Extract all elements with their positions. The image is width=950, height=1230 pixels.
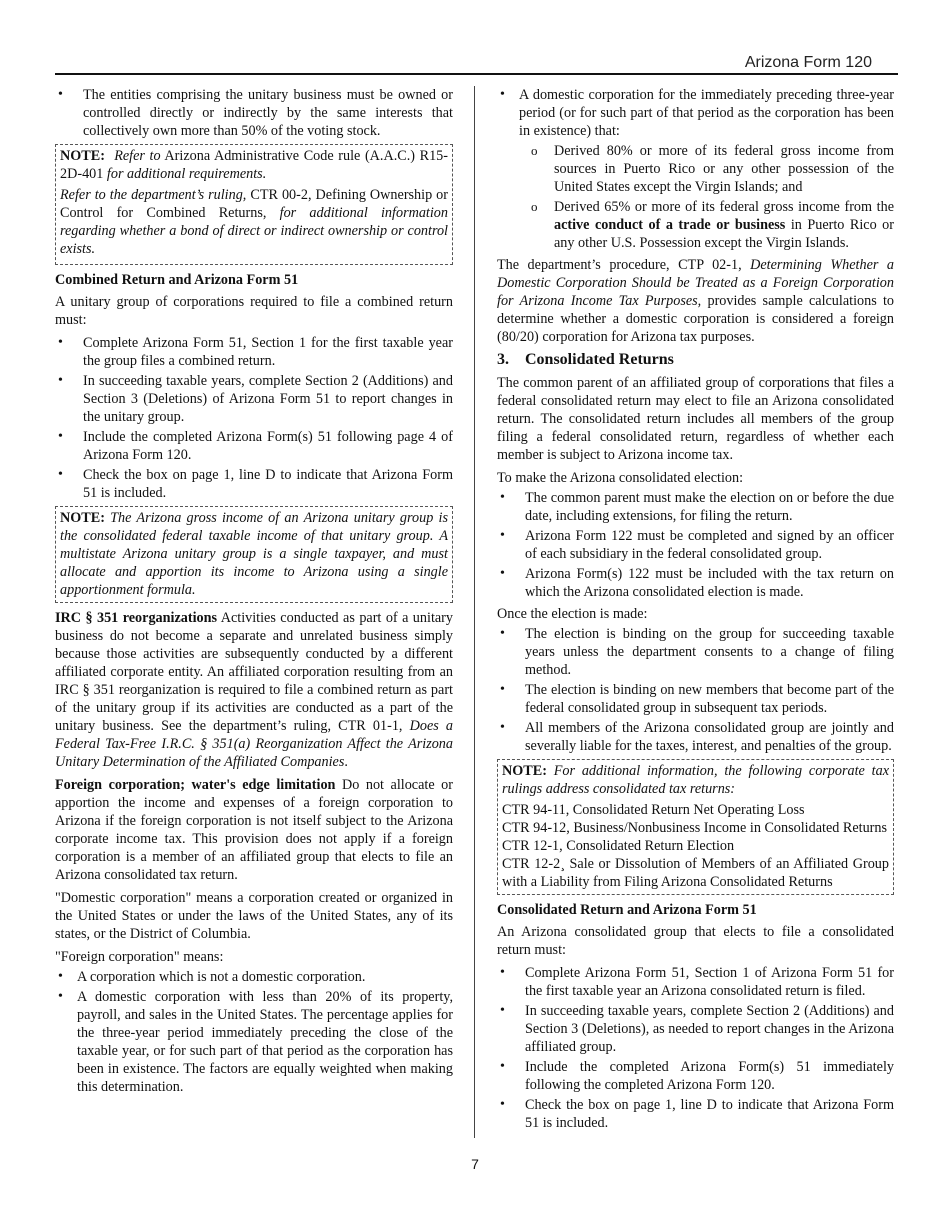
sub-list-item: o Derived 80% or more of its federal gross income from sources in Puerto Rico or any other possession of the United States except the Virgin Islands; and <box>519 142 894 196</box>
note-text: Arizona Administrative Code rule (A.A.C.) R15-2D-401 <box>60 148 448 182</box>
list-item: • Include the completed Arizona Form(s) 51 immediately following the completed Arizona Form 120. <box>497 1058 894 1094</box>
list-item-text: A domestic corporation for the immediately preceding three-year period (or for such part of that period as the corporation has been in existence) that: <box>519 87 894 139</box>
combined-list <box>55 334 453 502</box>
paragraph-irc-351 <box>55 609 453 771</box>
note-paragraph <box>502 762 889 798</box>
list-item-text: in Puerto Rico or any other U.S. Possession except the Virgin Islands. <box>554 217 895 251</box>
note-paragraph <box>60 147 448 183</box>
paragraph-text: Activities conducted as part of a unitary business do not become a separate and unrelated business simply because those activities are subsequently conducted by a different affiliated corporate entity. An affiliated corporation resulting from an IRC § 351 reorganization is required to file a combined return as part of the unitary group if its activities are conducted as a part of the unitary business. See the department’s ruling, CTR 01-1, <box>55 610 453 734</box>
paragraph: A unitary group of corporations required to file a combined return must: <box>55 294 453 328</box>
ruling-item: CTR 12-1, Consolidated Return Election <box>502 838 735 854</box>
election-list <box>497 489 894 601</box>
list-item: • The election is binding on the group for succeeding taxable years unless the department consents to a change of filing method. <box>497 625 894 679</box>
paragraph: The common parent of an affiliated group of corporations that files a federal consolidated return may elect to file an Arizona consolidated return. The consolidated return includes all members of the group filing a federal consolidated return, regardless of whether each member is subject to Arizona income tax. <box>497 375 894 463</box>
note-box-rulings <box>497 759 894 895</box>
note-text: Refer to <box>114 148 161 164</box>
ruling-item: CTR 94-12, Business/Nonbusiness Income in Consolidated Returns <box>502 820 888 836</box>
procedure-title: Determining Whether a Domestic Corporation Should be Treated as a Foreign Corporation for Arizona Income Tax Purposes, <box>497 257 895 309</box>
form-title: Arizona Form 120 <box>744 54 872 71</box>
note-label: NOTE: <box>60 148 105 164</box>
paragraph: Once the election is made: <box>497 606 648 622</box>
paragraph: To make the Arizona consolidated election: <box>497 470 744 486</box>
list-item: • Check the box on page 1, line D to indicate that Arizona Form 51 is included. <box>497 1096 894 1132</box>
note-text: for additional requirements. <box>106 166 267 182</box>
list-item: • All members of the Arizona consolidated group are jointly and severally liable for the taxes, interest, and penalties of the group. <box>497 719 894 755</box>
paragraph-text: Do not allocate or apportion the income and expenses of a foreign corporation to Arizona if the foreign corporation is not itself subject to the Arizona corporate income tax. This provision does not apply if a foreign corporation is a member of an affiliated group that elects to file an Arizona consolidated tax return. <box>55 777 453 883</box>
list-item: • In succeeding taxable years, complete Section 2 (Additions) and Section 3 (Deletions), as needed to report changes in the Arizona affiliated group. <box>497 1002 894 1056</box>
list-item: • The entities comprising the unitary business must be owned or controlled directly or indirectly by the same interests that collectively own more than 50% of the voting stock. <box>55 86 453 140</box>
section-number: 3. <box>497 351 509 368</box>
ruling-title: Does a Federal Tax-Free I.R.C. § 351(a) Reorganization Affect the Arizona Unitary Determination of the Affiliated Companies <box>55 718 453 770</box>
list-item: • Complete Arizona Form 51, Section 1 for the first taxable year the group files a combined return. <box>55 334 453 370</box>
note-text: CTR 00-2, Defining Ownership or Control for Combined Returns, <box>60 187 449 221</box>
paragraph-foreign-corporation <box>55 776 453 884</box>
note-paragraph <box>60 186 448 258</box>
note-label: NOTE: <box>60 510 105 526</box>
sub-list <box>519 142 894 252</box>
once-elected-list <box>497 625 894 755</box>
list-item: • A corporation which is not a domestic corporation. <box>55 968 453 986</box>
domestic-bullet-list <box>497 86 894 252</box>
consolidated-form51-list <box>497 964 894 1132</box>
run-in-heading: IRC § 351 reorganizations <box>55 610 218 626</box>
right-column <box>497 86 894 1136</box>
paragraph-procedure <box>497 256 894 346</box>
paragraph: An Arizona consolidated group that elects to file a consolidated return must: <box>497 924 894 958</box>
section-heading-consolidated <box>497 351 894 369</box>
emphasis: active conduct of a trade or business <box>554 217 786 233</box>
section-heading-combined: Combined Return and Arizona Form 51 <box>55 272 299 288</box>
list-item: • Check the box on page 1, line D to indicate that Arizona Form 51 is included. <box>55 466 453 502</box>
paragraph-text: . <box>344 754 348 770</box>
note-text: Refer to the department’s ruling, <box>60 187 247 203</box>
section-heading-consolidated-form51: Consolidated Return and Arizona Form 51 <box>497 902 757 918</box>
list-item: • Complete Arizona Form 51, Section 1 of Arizona Form 51 for the first taxable year an Arizona consolidated return is filed. <box>497 964 894 1000</box>
run-in-heading: Foreign corporation; water's edge limitation <box>55 777 336 793</box>
list-item <box>497 86 894 252</box>
left-column <box>55 86 453 1100</box>
foreign-definition-list <box>55 968 453 1096</box>
unitary-bullet-list <box>55 86 453 140</box>
column-divider <box>474 86 475 1138</box>
ruling-item: CTR 12-2¸ Sale or Dissolution of Members of an Affiliated Group with a Liability from Filing Arizona Consolidated Returns <box>502 856 889 890</box>
list-item: • In succeeding taxable years, complete Section 2 (Additions) and Section 3 (Deletions) of Arizona Form 51 to report changes in the unitary group. <box>55 372 453 426</box>
paragraph-text: The department’s procedure, CTP 02-1, <box>497 257 742 273</box>
note-label: NOTE: <box>502 763 547 779</box>
paragraph-domestic-definition: "Domestic corporation" means a corporation created or organized in the United States or under the laws of the United States, any of its states, or the District of Columbia. <box>55 890 453 942</box>
header-rule <box>55 73 898 75</box>
note-box-gross-income <box>55 506 453 603</box>
note-box-ownership <box>55 144 453 265</box>
note-paragraph <box>60 509 448 599</box>
note-text: The Arizona gross income of an Arizona unitary group is the consolidated federal taxable income of that unitary group. A multistate Arizona unitary group is a single taxpayer, and must allocate and apportion its income to Arizona using a single apportionment formula. <box>60 510 448 598</box>
list-item: • The election is binding on new members that become part of the federal consolidated group in subsequent tax periods. <box>497 681 894 717</box>
page-number: 7 <box>471 1156 479 1172</box>
list-item: • Arizona Form 122 must be completed and signed by an officer of each subsidiary in the federal consolidated group. <box>497 527 894 563</box>
sub-list-item <box>519 198 894 252</box>
ruling-item: CTR 94-11, Consolidated Return Net Operating Loss <box>502 802 805 818</box>
list-item: • Arizona Form(s) 122 must be included with the tax return on which the Arizona consolidated election is made. <box>497 565 894 601</box>
paragraph-text: provides sample calculations to determine whether a domestic corporation is considered a foreign (80/20) corporation for Arizona tax purposes. <box>497 293 894 345</box>
list-item: • Include the completed Arizona Form(s) 51 following page 4 of Arizona Form 120. <box>55 428 453 464</box>
list-item: • The common parent must make the election on or before the due date, including extensions, for filing the return. <box>497 489 894 525</box>
list-item-text: Derived 65% or more of its federal gross income from the <box>554 199 894 215</box>
paragraph-foreign-definition: "Foreign corporation" means: <box>55 949 224 965</box>
note-text: for additional information regarding whether a bond of direct or indirect ownership or control exists. <box>60 205 448 257</box>
note-text: For additional information, the following corporate tax rulings address consolidated tax returns: <box>502 763 889 797</box>
list-item: • A domestic corporation with less than 20% of its property, payroll, and sales in the United States. The percentage applies for the three-year period immediately preceding the close of the taxable year, or for such part of that period as the corporation has been in existence. The factors are equally weighted when making this determination. <box>55 988 453 1096</box>
section-title: Consolidated Returns <box>525 351 674 368</box>
